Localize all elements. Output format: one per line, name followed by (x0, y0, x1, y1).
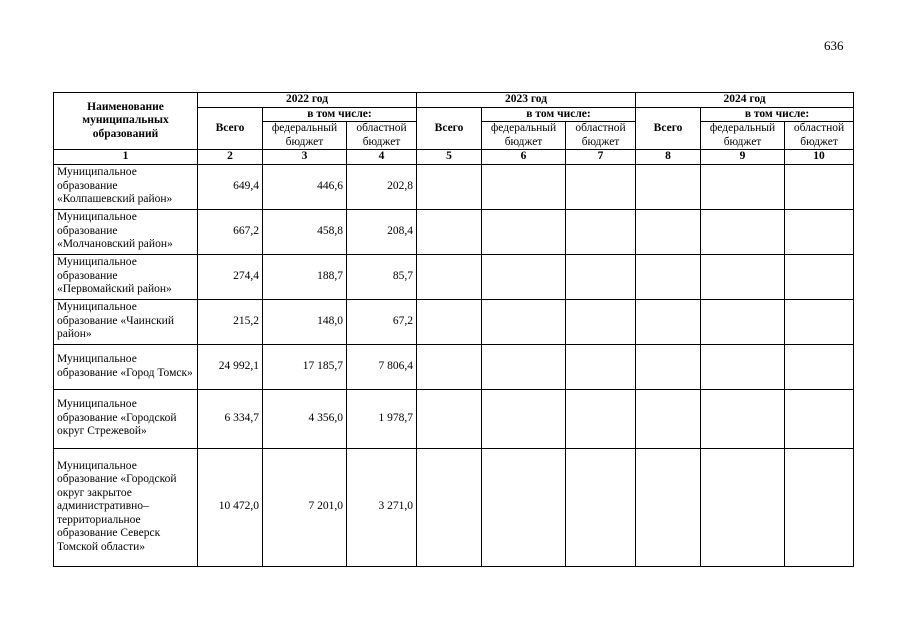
federal-2022: 7 201,0 (263, 448, 347, 566)
municipality-name: Муниципальное образование «Городской округ закрытое административно–территориальное образование Северск Томской области» (54, 448, 198, 566)
empty-cell (482, 254, 566, 299)
empty-cell (636, 299, 701, 344)
table-row (54, 389, 854, 448)
including-header-2024: в том числе: (701, 107, 854, 122)
total-2022: 667,2 (198, 209, 263, 254)
empty-cell (417, 164, 482, 209)
table-row (54, 254, 854, 299)
empty-cell (701, 164, 785, 209)
federal-2022: 4 356,0 (263, 389, 347, 448)
empty-cell (417, 254, 482, 299)
column-number: 6 (482, 150, 566, 165)
empty-cell (417, 344, 482, 389)
municipality-name: Муниципальное образование «Город Томск» (54, 344, 198, 389)
total-2022: 24 992,1 (198, 344, 263, 389)
federal-header-2023: федеральный бюджет (482, 122, 566, 150)
regional-2022: 202,8 (347, 164, 417, 209)
empty-cell (417, 209, 482, 254)
empty-cell (636, 344, 701, 389)
empty-cell (785, 448, 854, 566)
empty-cell (566, 209, 636, 254)
empty-cell (636, 448, 701, 566)
column-number: 7 (566, 150, 636, 165)
table-row (54, 209, 854, 254)
year-2024-header: 2024 год (636, 93, 854, 108)
table-row (54, 299, 854, 344)
municipality-name: Муниципальное образование «Молчановский район» (54, 209, 198, 254)
empty-cell (482, 389, 566, 448)
regional-2022: 67,2 (347, 299, 417, 344)
empty-cell (785, 344, 854, 389)
empty-cell (482, 209, 566, 254)
empty-cell (701, 344, 785, 389)
empty-cell (701, 299, 785, 344)
municipality-name: Муниципальное образование «Чаинский район» (54, 299, 198, 344)
column-number: 10 (785, 150, 854, 165)
year-2023-header: 2023 год (417, 93, 636, 108)
regional-header-2022: областной бюджет (347, 122, 417, 150)
total-2022: 215,2 (198, 299, 263, 344)
federal-header-2022: федеральный бюджет (263, 122, 347, 150)
empty-cell (566, 389, 636, 448)
federal-2022: 17 185,7 (263, 344, 347, 389)
empty-cell (566, 254, 636, 299)
column-number: 4 (347, 150, 417, 165)
header-row-years (54, 93, 854, 108)
column-number: 1 (54, 150, 198, 165)
regional-2022: 85,7 (347, 254, 417, 299)
empty-cell (701, 448, 785, 566)
empty-cell (636, 209, 701, 254)
federal-2022: 458,8 (263, 209, 347, 254)
total-2022: 649,4 (198, 164, 263, 209)
empty-cell (482, 164, 566, 209)
column-number: 3 (263, 150, 347, 165)
total-2022: 10 472,0 (198, 448, 263, 566)
regional-2022: 7 806,4 (347, 344, 417, 389)
empty-cell (417, 448, 482, 566)
empty-cell (701, 389, 785, 448)
total-2022: 274,4 (198, 254, 263, 299)
empty-cell (482, 299, 566, 344)
total-header-2022: Всего (198, 107, 263, 150)
federal-header-2024: федеральный бюджет (701, 122, 785, 150)
empty-cell (636, 254, 701, 299)
municipality-name: Муниципальное образование «Первомайский район» (54, 254, 198, 299)
including-header-2022: в том числе: (263, 107, 417, 122)
column-number: 5 (417, 150, 482, 165)
empty-cell (785, 164, 854, 209)
including-header-2023: в том числе: (482, 107, 636, 122)
regional-2022: 208,4 (347, 209, 417, 254)
column-number: 9 (701, 150, 785, 165)
column-number: 2 (198, 150, 263, 165)
empty-cell (417, 389, 482, 448)
budget-table (53, 92, 854, 567)
empty-cell (785, 254, 854, 299)
empty-cell (785, 389, 854, 448)
empty-cell (701, 254, 785, 299)
regional-header-2024: областной бюджет (785, 122, 854, 150)
federal-2022: 446,6 (263, 164, 347, 209)
page-number: 636 (824, 38, 844, 53)
federal-2022: 188,7 (263, 254, 347, 299)
regional-header-2023: областной бюджет (566, 122, 636, 150)
regional-2022: 3 271,0 (347, 448, 417, 566)
empty-cell (785, 299, 854, 344)
empty-cell (566, 448, 636, 566)
empty-cell (636, 389, 701, 448)
column-number: 8 (636, 150, 701, 165)
total-header-2024: Всего (636, 107, 701, 150)
table-row (54, 448, 854, 566)
year-2022-header: 2022 год (198, 93, 417, 108)
empty-cell (482, 448, 566, 566)
empty-cell (785, 209, 854, 254)
empty-cell (482, 344, 566, 389)
empty-cell (566, 344, 636, 389)
total-header-2023: Всего (417, 107, 482, 150)
table-row (54, 164, 854, 209)
federal-2022: 148,0 (263, 299, 347, 344)
empty-cell (636, 164, 701, 209)
regional-2022: 1 978,7 (347, 389, 417, 448)
column-number-row (54, 150, 854, 165)
total-2022: 6 334,7 (198, 389, 263, 448)
municipality-name: Муниципальное образование «Колпашевский район» (54, 164, 198, 209)
empty-cell (566, 164, 636, 209)
name-column-header: Наименование муниципальных образований (54, 93, 198, 150)
table-row (54, 344, 854, 389)
municipality-name: Муниципальное образование «Городской округ Стрежевой» (54, 389, 198, 448)
empty-cell (417, 299, 482, 344)
empty-cell (566, 299, 636, 344)
empty-cell (701, 209, 785, 254)
